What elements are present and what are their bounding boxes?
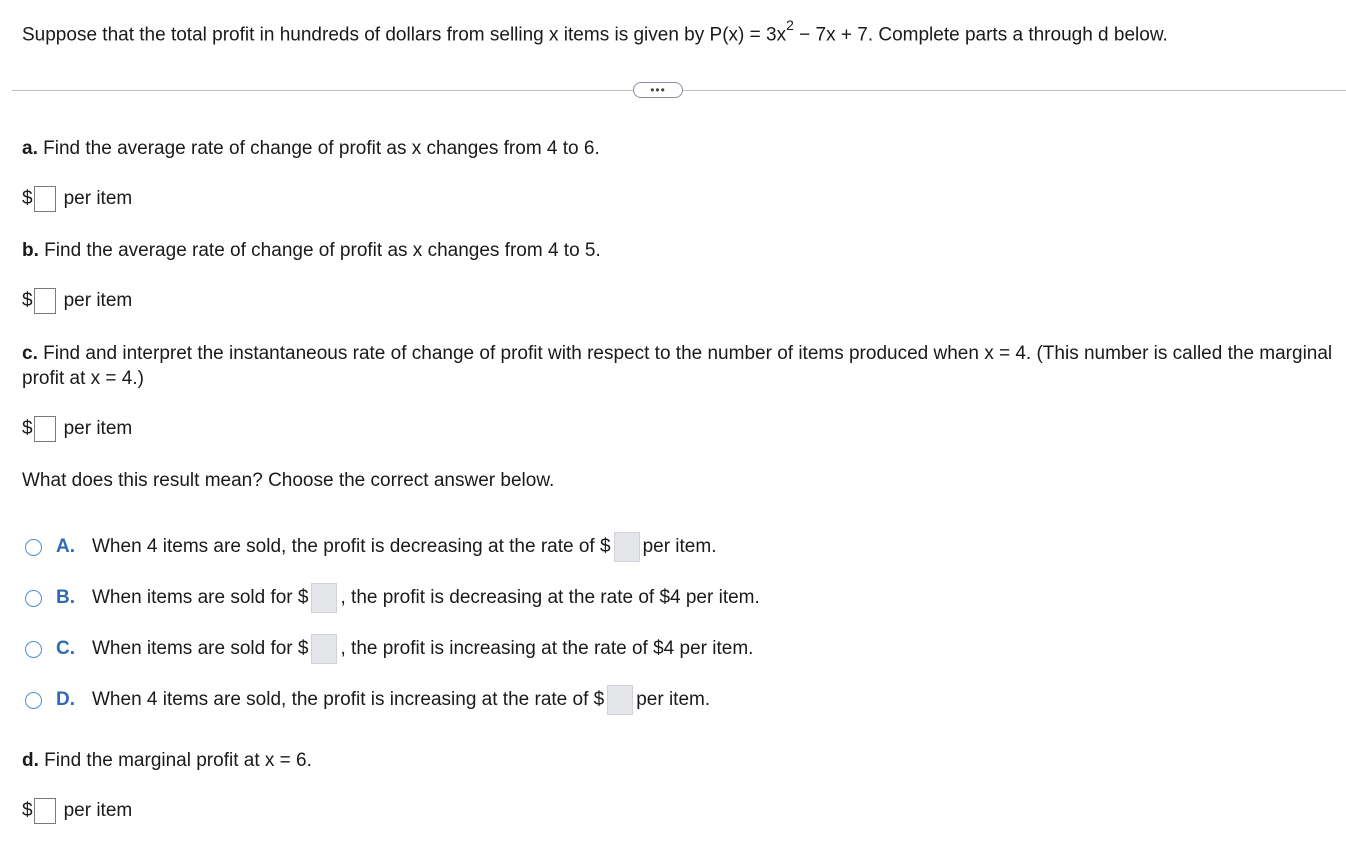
choice-b-text-end: , the profit is decreasing at the rate of $4 per item. [340, 587, 760, 608]
choice-d[interactable] [25, 685, 710, 715]
part-a-prompt [22, 138, 600, 160]
choice-d-text-end: per item. [636, 689, 711, 710]
part-a-text: Find the average rate of change of profit as x changes from 4 to 6. [37, 138, 600, 159]
part-a-label: a. [22, 138, 38, 159]
question-tail: − 7x + 7. Complete parts a through d below. [793, 24, 1168, 46]
question-text [22, 17, 1168, 46]
choice-a-text: When 4 items are sold, the profit is decreasing at the rate of $ [92, 536, 611, 557]
part-c-answer-row [22, 416, 132, 442]
part-d-label: d. [22, 750, 39, 771]
part-c-interpretation-prompt: What does this result mean? Choose the correct answer below. [22, 470, 555, 491]
part-d-answer-input[interactable] [34, 798, 56, 824]
part-d-answer-row [22, 798, 132, 824]
choice-b-input[interactable] [311, 583, 337, 613]
choice-c-input[interactable] [311, 634, 337, 664]
question-exponent: 2 [786, 17, 794, 33]
choice-c-radio[interactable] [25, 641, 42, 658]
choice-d-text: When 4 items are sold, the profit is increasing at the rate of $ [92, 689, 605, 710]
part-a-unit: per item [63, 188, 133, 209]
part-b-unit: per item [63, 290, 133, 311]
part-d-unit: per item [63, 800, 133, 821]
part-a-answer-input[interactable] [34, 186, 56, 212]
choice-c[interactable] [25, 634, 753, 664]
part-c-label: c. [22, 343, 38, 364]
part-c-unit: per item [63, 418, 133, 439]
choice-a-radio[interactable] [25, 539, 42, 556]
choice-a-letter: A. [56, 536, 75, 557]
part-b-currency: $ [22, 290, 33, 311]
part-d-text: Find the marginal profit at x = 6. [38, 750, 312, 771]
choice-c-letter: C. [56, 638, 75, 659]
choice-b-letter: B. [56, 587, 75, 608]
choice-a-input[interactable] [614, 532, 640, 562]
part-b-text: Find the average rate of change of profit as x changes from 4 to 5. [38, 240, 601, 261]
part-c-text: Find and interpret the instantaneous rate of change of profit with respect to the number of items produced when x = 4. (This number is called the marginal profit at x = 4.) [22, 343, 1333, 389]
choice-a-text-end: per item. [642, 536, 717, 557]
choice-d-radio[interactable] [25, 692, 42, 709]
part-b-answer-row [22, 288, 132, 314]
part-c-prompt [22, 341, 1342, 391]
choice-b[interactable] [25, 583, 760, 613]
choice-b-radio[interactable] [25, 590, 42, 607]
choice-d-input[interactable] [607, 685, 633, 715]
part-d-prompt [22, 750, 312, 772]
question-main: Suppose that the total profit in hundreds of dollars from selling x items is given by P(x) = 3x [22, 24, 787, 46]
part-a-currency: $ [22, 188, 33, 209]
part-d-currency: $ [22, 800, 33, 821]
part-a-answer-row [22, 186, 132, 212]
part-b-prompt [22, 240, 601, 262]
choice-b-text: When items are sold for $ [92, 587, 309, 608]
choice-a[interactable] [25, 532, 716, 562]
part-c-answer-input[interactable] [34, 416, 56, 442]
part-c-currency: $ [22, 418, 33, 439]
part-b-answer-input[interactable] [34, 288, 56, 314]
choice-d-letter: D. [56, 689, 75, 710]
more-options-button[interactable]: ••• [633, 82, 683, 98]
choice-c-text: When items are sold for $ [92, 638, 309, 659]
part-b-label: b. [22, 240, 39, 261]
choice-c-text-end: , the profit is increasing at the rate of $4 per item. [340, 638, 754, 659]
